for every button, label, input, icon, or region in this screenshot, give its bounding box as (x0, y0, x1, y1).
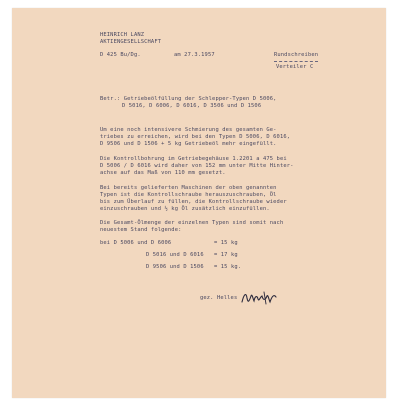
paragraph-2-line-1: Die Kontrollbohrung im Getriebegehäuse 1.2201 a 475 bei (100, 156, 287, 162)
paragraph-4-line-1: Die Gesamt-Ölmenge der einzelnen Typen sind somit nach (100, 220, 284, 226)
paragraph-1-line-2: triebes zu erreichen, wird bei den Typen D 5006, D 6016, (100, 134, 291, 140)
oil-row-2-value: = 17 kg (214, 252, 238, 258)
oil-row-1-value: = 15 kg (214, 240, 238, 246)
letter-date: am 27.3.1957 (174, 52, 215, 58)
handwritten-signature (240, 290, 280, 306)
oil-row-1-types: bei D 5006 und D 6006 (100, 240, 172, 246)
paragraph-3-line-3: bis zum Überlauf zu füllen, die Kontrollschraube wieder (100, 199, 287, 205)
oil-row-3-value: = 15 kg. (214, 264, 242, 270)
circular-title: Rundschreiben (274, 52, 319, 58)
paragraph-3-line-1: Bei bereits gelieferten Maschinen der oben genannten (100, 185, 277, 191)
company-name-line2: AKTIENGESELLSCHAFT (100, 39, 162, 45)
oil-row-2-types: D 5016 und D 6016 (146, 252, 204, 258)
company-name-line1: HEINRICH LANZ (100, 32, 145, 38)
paragraph-4-line-2: neuestem Stand folgende: (100, 227, 182, 233)
signed-by: gez. Helles (200, 295, 238, 301)
reference-code: D 425 Bu/Dg. (100, 52, 141, 58)
paragraph-3-line-4: einzuschrauben und ½ kg Öl zusätzlich einzufüllen. (100, 206, 270, 212)
letter-page (12, 8, 386, 398)
subject-line-1: Betr.: Getriebeölfüllung der Schlepper-Typen D 5006, (100, 96, 277, 102)
paragraph-1-line-1: Um eine noch intensivere Schmierung des gesamten Ge- (100, 127, 277, 133)
paragraph-1-line-3: D 9506 und D 1506 + 5 kg Getriebeöl mehr eingefüllt. (100, 141, 277, 147)
paragraph-3-line-2: Typen ist die Kontrollschraube herauszuschrauben, Öl (100, 192, 277, 198)
subject-line-2: D 5016, D 6006, D 6016, D 3506 und D 1506 (122, 103, 262, 109)
paragraph-2-line-3: achse auf das Maß von 110 mm gesetzt. (100, 170, 226, 176)
paragraph-2-line-2: D 5006 / D 6016 wird daher von 152 mm unter Mitte Hinter- (100, 163, 294, 169)
distribution-list: Verteiler C (276, 64, 314, 70)
oil-row-3-types: D 9506 und D 1506 (146, 264, 204, 270)
title-underline (274, 61, 318, 62)
